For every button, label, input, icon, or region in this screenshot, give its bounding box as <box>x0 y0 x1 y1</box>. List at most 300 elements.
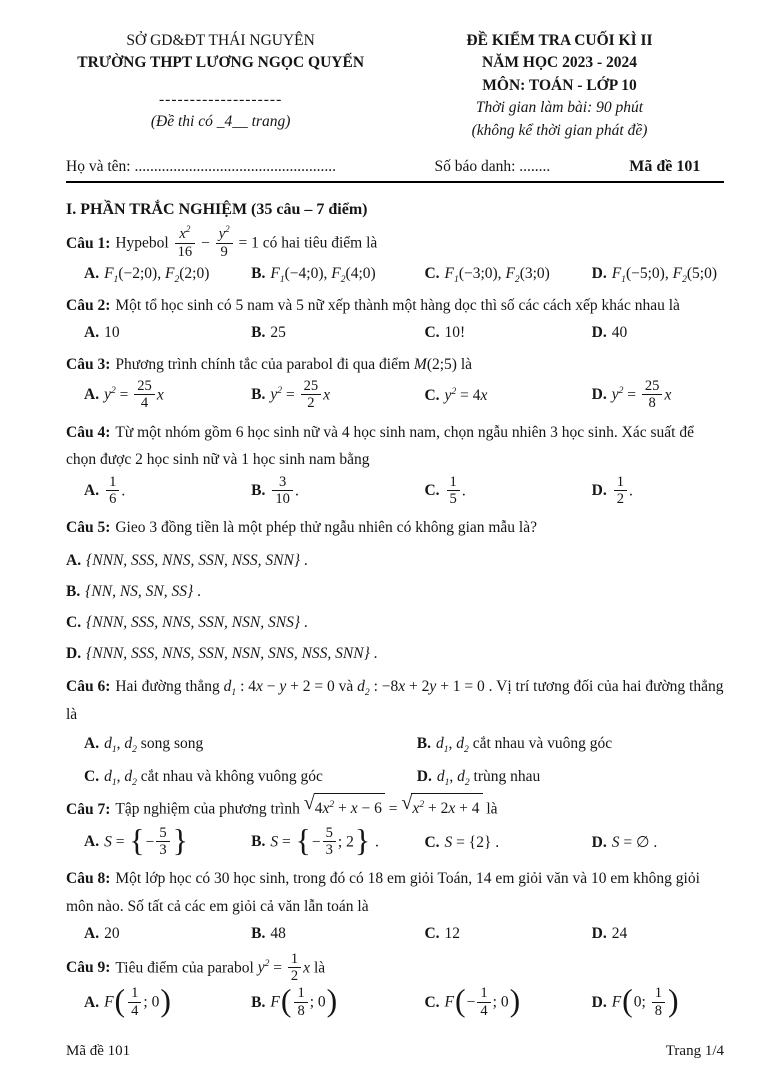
text: = 1 có hai tiêu điểm là <box>234 234 378 252</box>
text: Từ một nhóm gồm 6 học sinh nữ và 4 học sinh nam, chọn ngẫu nhiên 3 học sinh. Xác suất để chọn được 2 học sinh nữ và 1 học sinh nam bằng <box>66 423 694 469</box>
question <box>66 292 724 345</box>
text: . <box>369 645 378 663</box>
candidate-number-label: Số báo danh: <box>434 158 516 176</box>
text: 25 <box>270 323 286 341</box>
option-b <box>251 922 420 946</box>
options <box>84 922 724 946</box>
fraction <box>294 985 307 1019</box>
option-b: B. S = {− $\frac{5}{3}$ ; 2} . <box>251 822 379 859</box>
question-number: Câu 9: <box>66 959 111 976</box>
text: 3 <box>325 842 333 859</box>
math-text: S <box>611 833 620 851</box>
fraction <box>156 825 169 859</box>
option-b <box>251 475 420 509</box>
text: (2;0) <box>179 264 210 282</box>
text: 8 <box>297 1002 305 1019</box>
option-label: A. <box>84 924 100 942</box>
option-b <box>66 580 724 604</box>
option-label: D. <box>591 386 607 404</box>
student-info-row <box>66 158 724 183</box>
math-text: $F_1$ <box>444 264 459 286</box>
text: + 2 <box>405 678 430 696</box>
text: + <box>334 800 351 818</box>
text: (3;0) <box>519 264 550 282</box>
math-text: F <box>444 993 455 1011</box>
option-label: D. <box>591 993 607 1011</box>
option-d: D. F(0; $\frac{1}{8}$ ) <box>591 983 679 1019</box>
text: 25 <box>137 378 152 395</box>
question-number: Câu 6: <box>66 678 111 696</box>
math-text: $y^2$ <box>257 957 270 976</box>
text: 1 <box>654 985 662 1002</box>
option-d <box>417 765 724 789</box>
question-number: Câu 3: <box>66 355 111 373</box>
option-label: D. <box>66 645 82 663</box>
math-text: x <box>256 678 263 696</box>
option-d <box>592 922 724 946</box>
question-number: Câu 1: <box>66 234 111 252</box>
text: 10 <box>104 323 120 341</box>
text: . <box>294 482 299 500</box>
text: 4 <box>314 800 323 818</box>
option-label: D. <box>591 833 607 851</box>
option-c <box>424 321 587 345</box>
math-text: y <box>429 678 437 696</box>
option-label: B. <box>251 482 266 500</box>
text: 3 <box>279 473 287 490</box>
text: = <box>269 959 286 976</box>
text: ; 0 <box>492 993 509 1011</box>
question-text <box>66 351 724 379</box>
math-text: $y^2$ <box>270 385 283 404</box>
text: Hai đường thẳng <box>115 678 224 696</box>
text: 4 <box>480 1002 488 1019</box>
math-text: {NN, NS, SN, SS} <box>85 583 194 601</box>
math-text: $x^2$ <box>179 224 191 243</box>
text: , <box>449 768 458 786</box>
option-a <box>84 922 247 946</box>
text: 1 <box>616 473 624 490</box>
fraction <box>134 378 155 412</box>
text: 40 <box>611 323 628 341</box>
option-label: C. <box>424 386 440 404</box>
header-right <box>395 30 724 142</box>
math-text: {NNN, SSS, NNS, SSN, NSS, SNN} <box>86 552 301 570</box>
text: , <box>116 768 125 786</box>
math-text: $y^2$ <box>218 224 230 243</box>
text: = <box>115 386 133 404</box>
text: − <box>311 833 321 851</box>
math-text: $F_1$ <box>270 264 285 286</box>
option-c <box>424 475 587 509</box>
text: 5 <box>325 824 333 841</box>
options <box>84 379 724 413</box>
math-text: $d_2$ <box>124 735 137 756</box>
section-title: I. PHẦN TRẮC NGHIỆM (35 câu – 7 điểm) <box>66 201 368 219</box>
school-name: TRƯỜNG THPT LƯƠNG NGỌC QUYẾN <box>77 54 365 72</box>
math-text: x <box>448 800 456 818</box>
text: : 4 <box>236 678 257 696</box>
math-text: $F_1$ <box>104 264 119 286</box>
question <box>66 952 724 1020</box>
options <box>84 732 724 789</box>
text: (−3;0), <box>458 264 506 282</box>
option-label: A. <box>84 386 100 404</box>
math-text: $d_2$ <box>456 735 469 756</box>
option-a <box>84 262 247 286</box>
math-text: $d_1$ <box>435 735 449 756</box>
option-a <box>84 475 247 509</box>
option-label: B. <box>251 323 266 341</box>
math-text: $x^2$ <box>412 799 425 818</box>
text: . <box>371 833 379 851</box>
math-text: x <box>398 678 406 696</box>
text: 1 <box>480 985 488 1002</box>
text: . <box>300 614 308 632</box>
option-label: D. <box>591 264 607 282</box>
question-text <box>66 673 724 728</box>
math-text: S <box>270 833 279 851</box>
math-text: x <box>303 959 311 976</box>
question-text <box>66 514 724 542</box>
text: Gieo 3 đồng tiền là một phép thử ngẫu nhiên có không gian mẫu là? <box>115 519 538 537</box>
option-d <box>592 262 724 286</box>
math-text: $d_2$ <box>357 678 370 699</box>
option-label: B. <box>416 735 431 753</box>
footer-exam-code: Mã đề 101 <box>66 1043 131 1059</box>
text: song song <box>136 735 204 753</box>
math-text: $y^2$ <box>104 385 116 404</box>
option-label: D. <box>591 482 607 500</box>
option-d <box>592 321 724 345</box>
text: (−4;0), <box>284 264 332 282</box>
text: 2 <box>616 491 624 508</box>
text: Hypebol <box>115 234 173 252</box>
math-text: {NNN, SSS, NNS, SSN, NSN, SNS} <box>86 614 301 632</box>
text: Tập nghiệm của phương trình <box>115 800 304 818</box>
option-label: B. <box>251 833 266 851</box>
option-d <box>592 475 724 509</box>
question-text <box>66 865 724 920</box>
fraction <box>216 226 233 260</box>
text: ; 0 <box>309 993 326 1011</box>
page-count-note: (Đề thi có _4__ trang) <box>150 113 291 131</box>
text: − <box>197 234 214 252</box>
text: = <box>111 833 129 851</box>
option-label: D. <box>416 768 432 786</box>
fraction <box>614 474 627 508</box>
math-text: x <box>480 386 488 404</box>
fraction <box>175 226 196 260</box>
text: Phương trình chính tắc của parabol đi qua điểm <box>115 355 414 373</box>
text: , <box>448 735 457 753</box>
option-label: B. <box>66 583 81 601</box>
math-text: $y^2$ <box>611 385 624 404</box>
question-text <box>66 952 724 986</box>
option-d <box>592 831 724 855</box>
text: − <box>466 993 476 1011</box>
options <box>84 475 724 509</box>
option-label: D. <box>591 924 607 942</box>
option-label: A. <box>84 993 100 1011</box>
question-number: Câu 8: <box>66 870 111 888</box>
text: . <box>121 482 126 500</box>
text: cắt nhau và vuông góc <box>468 735 613 753</box>
radical: √ $4x^2 + x - 6$ <box>304 793 385 823</box>
math-text: $F_2$ <box>672 264 687 286</box>
option-c <box>424 384 587 408</box>
option-label: C. <box>424 833 440 851</box>
math-text: y <box>279 678 287 696</box>
text: 12 <box>444 924 461 942</box>
text: 1 <box>297 985 305 1002</box>
text: − <box>262 678 280 696</box>
text: 10! <box>444 323 466 341</box>
math-text: {NNN, SSS, NNS, SSN, NSN, SNS, NSS, SNN} <box>86 645 370 663</box>
math-text: $F_2$ <box>164 264 180 286</box>
question-text <box>66 792 724 825</box>
student-name-label: Họ và tên: <box>66 158 131 176</box>
option-label: C. <box>424 993 440 1011</box>
option-d <box>592 379 724 413</box>
text: 25 <box>644 378 660 395</box>
option-b <box>417 732 724 756</box>
text: 8 <box>654 1002 662 1019</box>
text: 2 <box>307 395 315 412</box>
text: 1 <box>290 950 299 967</box>
duration-note: Thời gian làm bài: 90 phút <box>475 99 644 117</box>
footer-page-number: Trang 1/4 <box>665 1043 724 1059</box>
text: 4 <box>140 395 149 412</box>
question <box>66 865 724 945</box>
text: 24 <box>611 924 628 942</box>
text: . <box>300 552 308 570</box>
candidate-number-field <box>434 158 605 176</box>
question <box>66 419 724 509</box>
option-label: C. <box>424 924 440 942</box>
text: 25 <box>303 378 319 395</box>
text: + 1 = 0 . Vị trí tương đối của hai đường thẳng là <box>66 678 724 723</box>
text: 1 <box>109 473 117 490</box>
math-text: $F_2$ <box>331 264 346 286</box>
text: 5 <box>159 824 167 841</box>
option-b <box>251 379 420 413</box>
text: cắt nhau và không vuông góc <box>136 768 323 786</box>
text: = <box>384 800 402 818</box>
option-label: B. <box>251 264 266 282</box>
text: (5;0) <box>686 264 717 282</box>
options <box>84 262 724 286</box>
questions-list <box>66 221 724 1019</box>
question <box>66 792 724 859</box>
option-d <box>66 642 724 666</box>
math-text: $y^2$ <box>444 385 457 404</box>
text: 3 <box>159 842 167 859</box>
option-a: A. S = {− $\frac{5}{3}$ } <box>84 822 188 859</box>
text: . <box>193 583 201 601</box>
text: + 4 <box>455 800 480 818</box>
text: = <box>623 386 640 404</box>
options <box>84 321 724 345</box>
question-number: Câu 5: <box>66 519 111 537</box>
text: 16 <box>177 243 193 260</box>
text: 5 <box>449 491 457 508</box>
divider-dashes: -------------------- <box>159 90 283 108</box>
text: , <box>116 735 125 753</box>
math-text: F <box>270 993 280 1011</box>
text: . <box>628 482 633 500</box>
options <box>84 983 724 1020</box>
text: 1 <box>449 473 457 490</box>
option-label: B. <box>251 993 266 1011</box>
text: 2 <box>290 967 299 984</box>
option-c: C. F(− $\frac{1}{4}$ ; 0) <box>424 983 521 1019</box>
text: 6 <box>109 491 117 508</box>
math-text: $x^2$ <box>322 799 335 818</box>
text: 20 <box>104 924 120 942</box>
option-c <box>424 831 587 855</box>
math-text: $d_1$ <box>436 768 450 789</box>
fraction <box>301 378 322 412</box>
exam-title: ĐỀ KIỂM TRA CUỐI KÌ II <box>466 32 653 49</box>
option-label: A. <box>84 833 100 851</box>
text: = <box>278 833 295 851</box>
text: 10 <box>275 491 290 508</box>
option-c <box>84 765 413 789</box>
option-label: A. <box>66 552 82 570</box>
text: (2;5) là <box>426 355 473 373</box>
option-c <box>66 611 724 635</box>
text: 0; <box>633 993 650 1011</box>
radical: √ $x^2 + 2x + 4$ <box>401 793 482 823</box>
question-text <box>66 224 724 261</box>
option-label: C. <box>424 264 440 282</box>
text: 4 <box>131 1002 139 1019</box>
math-text: S <box>444 833 453 851</box>
text: (−5;0), <box>625 264 673 282</box>
student-name-field <box>66 158 434 176</box>
math-text: F <box>611 993 622 1011</box>
fraction <box>477 985 490 1019</box>
math-text: S <box>104 833 112 851</box>
text: (4;0) <box>345 264 376 282</box>
text: ; 0 <box>143 993 160 1011</box>
option-a <box>84 321 247 345</box>
exam-code-badge: Mã đề 101 <box>629 158 701 176</box>
math-text: $d_1$ <box>104 768 117 789</box>
options <box>84 822 724 860</box>
question <box>66 224 724 286</box>
options <box>66 549 724 666</box>
math-text: $d_2$ <box>457 768 470 789</box>
question <box>66 514 724 666</box>
department-name: SỞ GD&ĐT THÁI NGUYÊN <box>126 32 315 49</box>
fraction <box>447 474 460 508</box>
option-label: A. <box>84 264 100 282</box>
question-number: Câu 7: <box>66 800 111 818</box>
option-b <box>251 262 420 286</box>
math-text: $F_1$ <box>611 264 626 286</box>
option-label: C. <box>66 614 82 632</box>
text: 8 <box>648 395 656 412</box>
text: + 2 = 0 và <box>286 678 358 696</box>
question-number: Câu 2: <box>66 296 111 314</box>
subject-grade: MÔN: TOÁN - LỚP 10 <box>482 76 637 94</box>
text: là <box>482 800 498 818</box>
option-label: B. <box>251 386 266 404</box>
fraction <box>272 474 293 508</box>
math-text: $d_1$ <box>223 678 237 699</box>
question <box>66 673 724 789</box>
fraction <box>652 985 665 1019</box>
option-label: C. <box>84 768 100 786</box>
math-text: M <box>413 355 427 373</box>
option-label: A. <box>84 323 100 341</box>
math-text: $d_2$ <box>124 768 137 789</box>
question <box>66 351 724 413</box>
option-label: D. <box>591 323 607 341</box>
option-label: C. <box>424 323 440 341</box>
fraction <box>288 951 301 985</box>
text: 1 <box>131 985 139 1002</box>
text: (−2;0), <box>118 264 165 282</box>
question-text <box>66 292 724 320</box>
text: là <box>310 959 326 976</box>
school-year: NĂM HỌC 2023 - 2024 <box>482 54 637 72</box>
math-text: $d_1$ <box>104 735 117 756</box>
fraction <box>106 474 119 508</box>
question-text <box>66 419 724 474</box>
text: + 2 <box>424 800 449 818</box>
option-c <box>424 922 587 946</box>
student-name-dotted-line: .................................................... <box>134 158 336 176</box>
header-left <box>66 30 375 142</box>
text: : −8 <box>369 678 399 696</box>
option-b: B. F( $\frac{1}{8}$ ; 0) <box>251 983 338 1019</box>
text: − 6 <box>357 800 382 818</box>
math-text: x <box>350 800 358 818</box>
option-b <box>251 321 420 345</box>
exam-header <box>66 30 724 142</box>
page-footer <box>66 1035 724 1060</box>
text: 48 <box>270 924 286 942</box>
duration-subnote: (không kể thời gian phát đề) <box>471 121 648 139</box>
fraction <box>642 378 663 412</box>
text: 9 <box>220 243 228 260</box>
text: Một lớp học có 30 học sinh, trong đó có 18 em giỏi Toán, 14 em giỏi văn và 10 em không giỏi môn nào. Số tất cả các em giỏi cả văn lẫn toán là <box>66 870 700 916</box>
candidate-number-dotted-line: ........ <box>519 158 551 176</box>
fraction <box>323 825 336 859</box>
option-label: A. <box>84 735 100 753</box>
option-a: A. F( $\frac{1}{4}$ ; 0) <box>84 983 171 1019</box>
text: trùng nhau <box>469 768 541 786</box>
option-label: B. <box>251 924 266 942</box>
text: = ∅ . <box>619 833 658 851</box>
math-text: $F_2$ <box>505 264 520 286</box>
text: = {2} . <box>452 833 500 851</box>
fraction <box>128 985 141 1019</box>
math-text: x <box>323 386 331 404</box>
math-text: x <box>156 386 164 404</box>
option-label: C. <box>424 482 440 500</box>
text: Tiêu điểm của parabol <box>115 959 258 976</box>
text: . <box>461 482 466 500</box>
option-a <box>84 732 413 756</box>
option-c <box>424 262 587 286</box>
option-a <box>66 549 724 573</box>
math-text: F <box>104 993 114 1011</box>
text: = 4 <box>456 386 481 404</box>
